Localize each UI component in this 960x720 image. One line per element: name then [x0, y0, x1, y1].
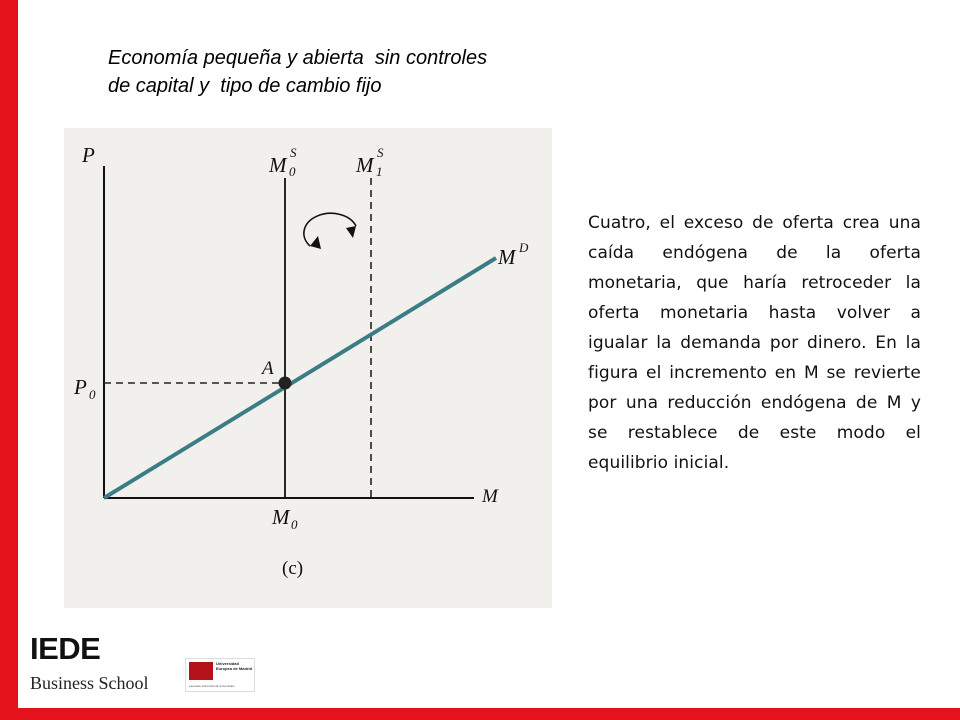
panel-label: (c): [282, 558, 304, 579]
explanation-paragraph: Cuatro, el exceso de oferta crea una caída endógena de la oferta monetaria, que haría retroceder la oferta monetaria hasta volver a igualar la demanda por dinero. En la figura el incremento en M se revierte por una reducción endógena de M y se restablece de este modo el equilibrio inicial.: [588, 213, 921, 473]
m0-sub: 0: [291, 517, 298, 532]
supply-0-sup: S: [290, 145, 297, 160]
iede-logo: [30, 632, 180, 694]
universidad-europea-logo: [185, 658, 255, 692]
demand-label: M: [498, 245, 516, 269]
x-axis-label: M: [482, 486, 498, 507]
supply-1-sub: 1: [376, 164, 383, 179]
bottom-accent-bar: [0, 708, 960, 720]
uem-tagline: Laureate International Universities: [189, 684, 235, 688]
supply-1-label: M: [356, 153, 374, 177]
p0-label: P: [74, 375, 87, 399]
diagram-svg: [64, 128, 552, 608]
supply-0-label: M: [269, 153, 287, 177]
iede-brand-text: IEDE: [30, 631, 101, 666]
slide-title-line-1: Economía pequeña y abierta sin controles: [108, 47, 488, 69]
supply-1-sup: S: [377, 145, 384, 160]
p0-sub: 0: [89, 387, 96, 402]
money-market-diagram: [64, 128, 552, 608]
iede-brand-subtitle: Business School: [30, 673, 149, 693]
demand-sup: D: [519, 240, 529, 255]
uem-mark-icon: [189, 662, 213, 680]
reversal-arrow-tail-icon: [346, 226, 356, 238]
money-demand-line: [104, 258, 496, 498]
left-accent-bar: [0, 0, 18, 720]
slide-title-line-2: de capital y tipo de cambio fijo: [108, 75, 382, 97]
equilibrium-point-a: [279, 377, 292, 390]
supply-0-sub: 0: [289, 164, 296, 179]
point-a-label: A: [262, 358, 274, 379]
reversal-arrow-head-icon: [310, 236, 321, 249]
m0-label: M: [272, 505, 290, 529]
y-axis-label: P: [82, 143, 95, 167]
uem-name: Universidad Europea de Madrid: [216, 661, 253, 671]
slide-title: [108, 44, 588, 100]
